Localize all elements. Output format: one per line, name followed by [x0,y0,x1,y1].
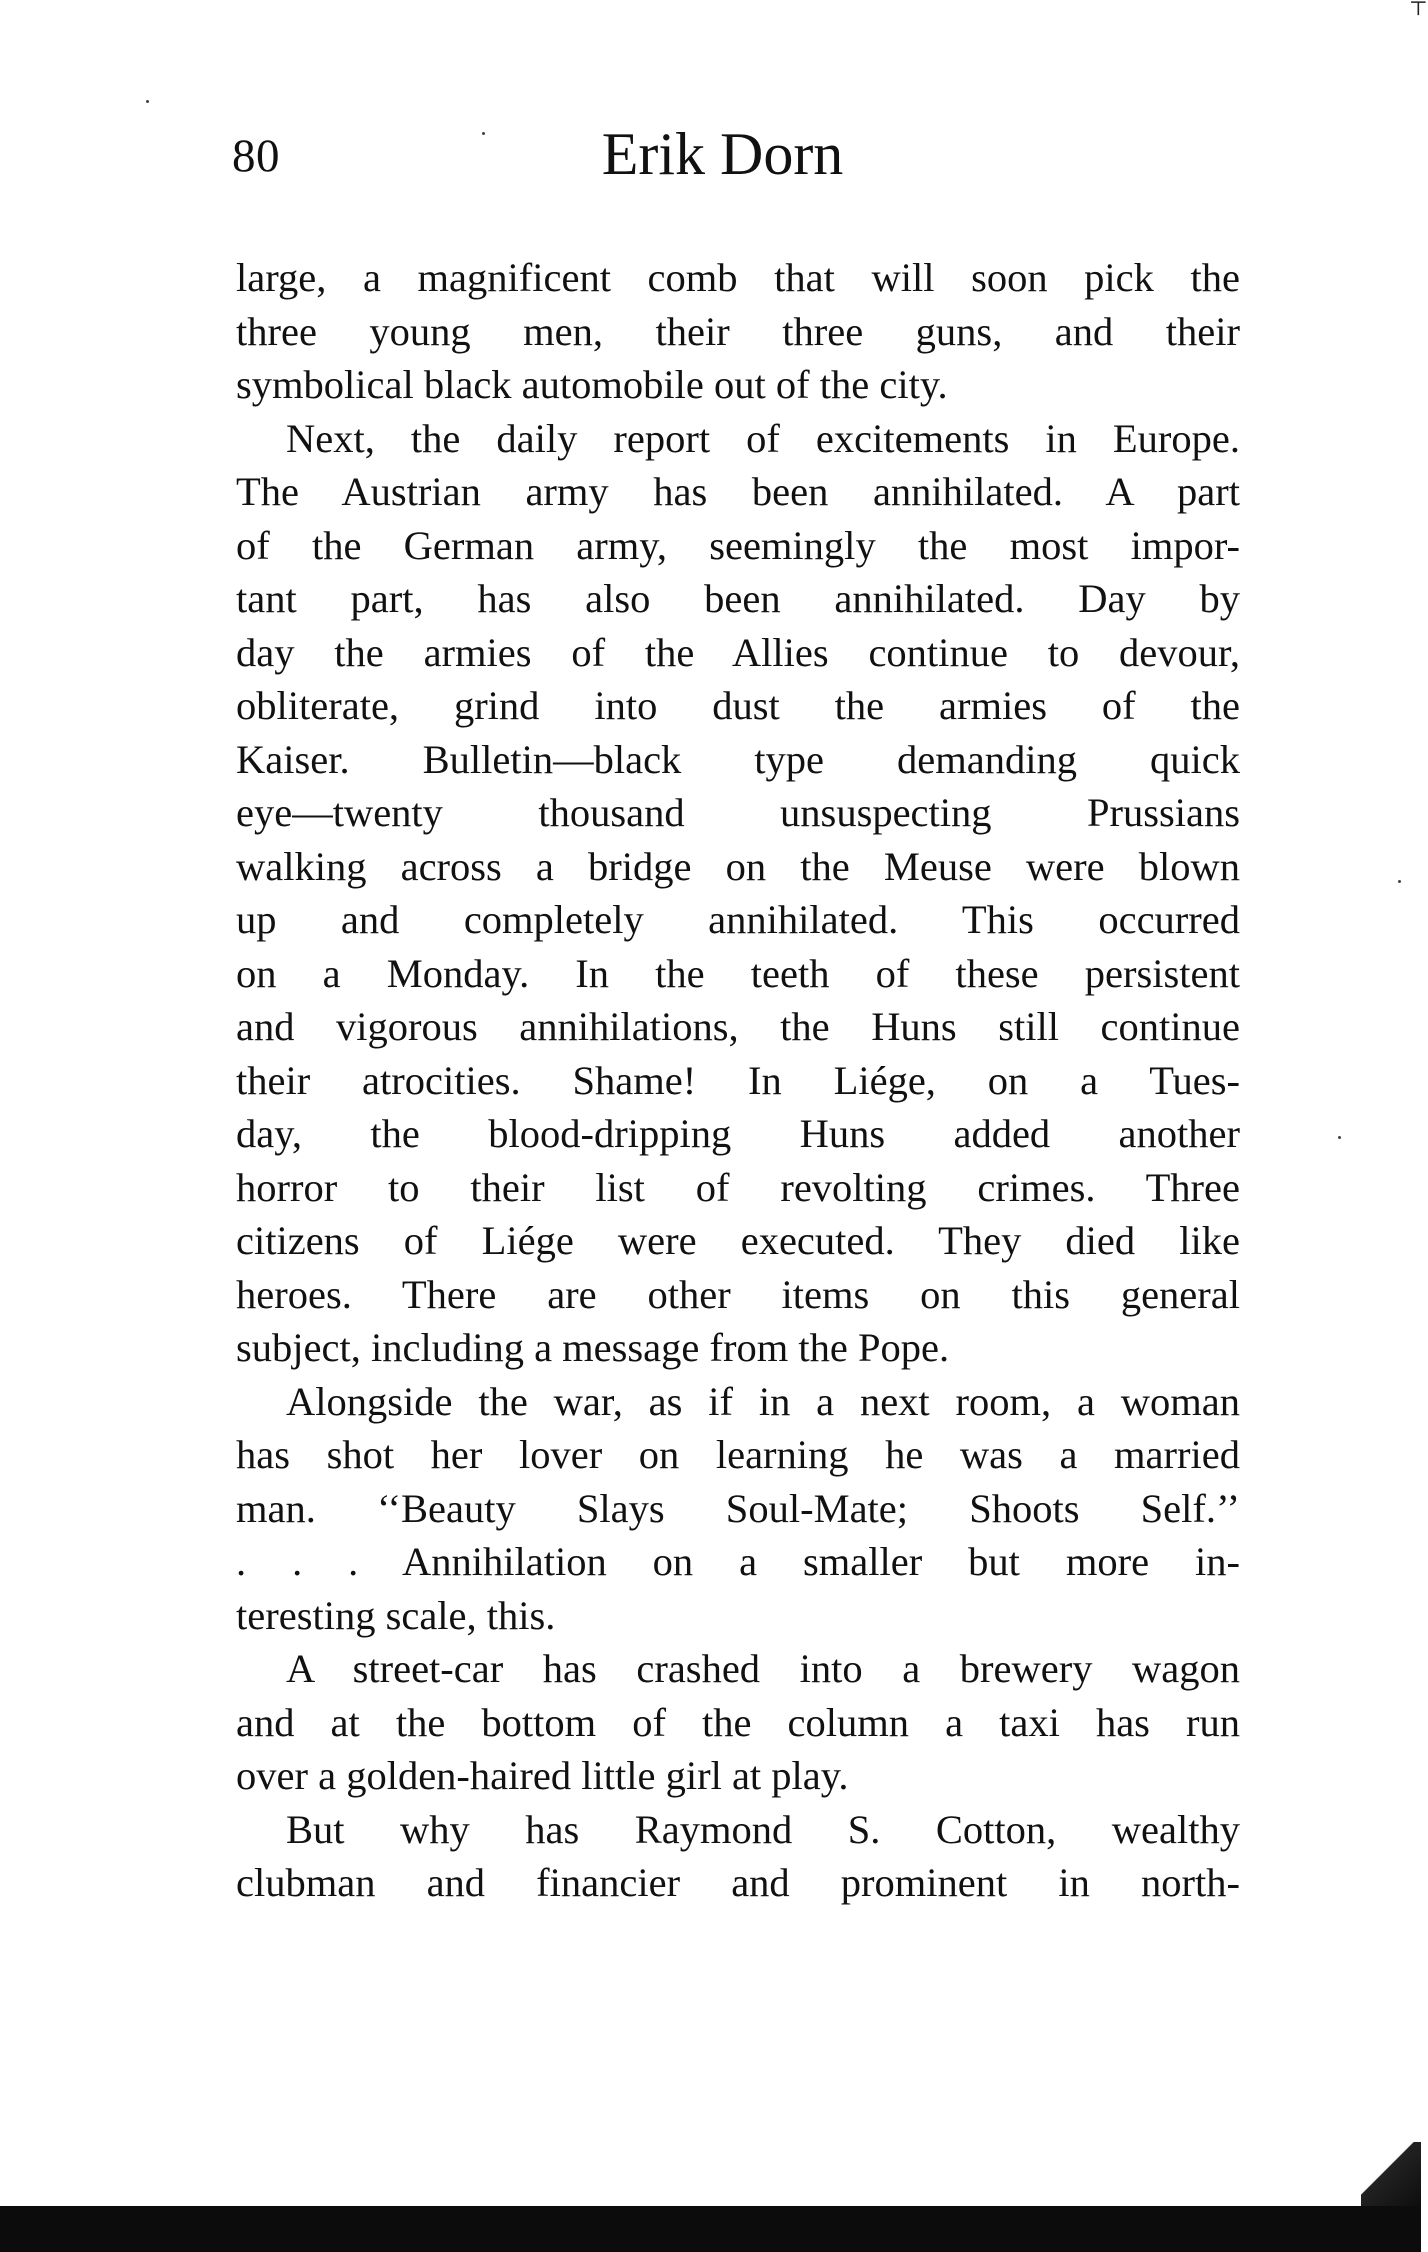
text-line: three young men, their three guns, and their [236,308,1240,354]
paragraph [236,251,1240,412]
text-line: heroes. There are other items on this general [236,1271,1240,1317]
print-speck [1398,880,1401,883]
text-line: their atrocities. Shame! In Liége, on a Tues- [236,1057,1240,1103]
page-edge-shadow [1361,2142,1421,2212]
text-line: on a Monday. In the teeth of these persistent [236,950,1240,996]
text-line: clubman and financier and prominent in north- [236,1860,1240,1905]
text-line: day, the blood-dripping Huns added another [236,1111,1240,1156]
text-line: over a golden-haired little girl at play. [236,1753,849,1798]
text-line: eye—twenty thousand unsuspecting Prussians [236,790,1240,835]
corner-print-mark: ⊤ [1409,0,1428,20]
text-line: man. ‘‘Beauty Slays Soul-Mate; Shoots Self.’’ [236,1485,1240,1531]
print-speck [146,100,149,103]
text-line: up and completely annihilated. This occurred [236,897,1240,942]
running-title: Erik Dorn [601,121,844,187]
text-line: subject, including a message from the Pope. [236,1325,950,1370]
paragraph [236,412,1240,1375]
text-line: and vigorous annihilations, the Huns still continue [236,1004,1240,1049]
text-line: tant part, has also been annihilated. Day by [236,576,1240,621]
text-line: But why has Raymond S. Cotton, wealthy [286,1806,1240,1852]
paragraph [236,1375,1240,1643]
paragraph [236,1803,1240,1910]
text-line: and at the bottom of the column a taxi has run [236,1699,1240,1745]
text-line: day the armies of the Allies continue to devour, [236,629,1240,675]
text-line: walking across a bridge on the Meuse were blown [236,843,1240,889]
text-line: of the German army, seemingly the most impor- [236,522,1240,568]
text-line: . . . Annihilation on a smaller but more in- [236,1539,1240,1584]
paragraph [236,1642,1240,1803]
scan-bottom-edge [0,2206,1421,2252]
text-line: obliterate, grind into dust the armies of the [236,683,1240,728]
text-line: teresting scale, this. [236,1592,556,1638]
text-line: horror to their list of revolting crimes. Three [236,1164,1240,1210]
text-line: The Austrian army has been annihilated. A part [236,469,1240,514]
text-line: Kaiser. Bulletin—black type demanding quick [236,736,1240,782]
text-line: symbolical black automobile out of the city. [236,362,948,407]
page-number: 80 [232,130,280,182]
text-line: has shot her lover on learning he was a married [236,1432,1240,1477]
body-text [236,251,1240,1910]
text-line: large, a magnificent comb that will soon pick the [236,255,1240,300]
text-line: Alongside the war, as if in a next room, a woman [286,1378,1240,1424]
text-line: Next, the daily report of excitements in Europe. [286,415,1240,461]
print-speck [1338,1136,1341,1139]
text-line: A street-car has crashed into a brewery wagon [286,1646,1240,1691]
text-line: citizens of Liége were executed. They died like [236,1218,1240,1263]
